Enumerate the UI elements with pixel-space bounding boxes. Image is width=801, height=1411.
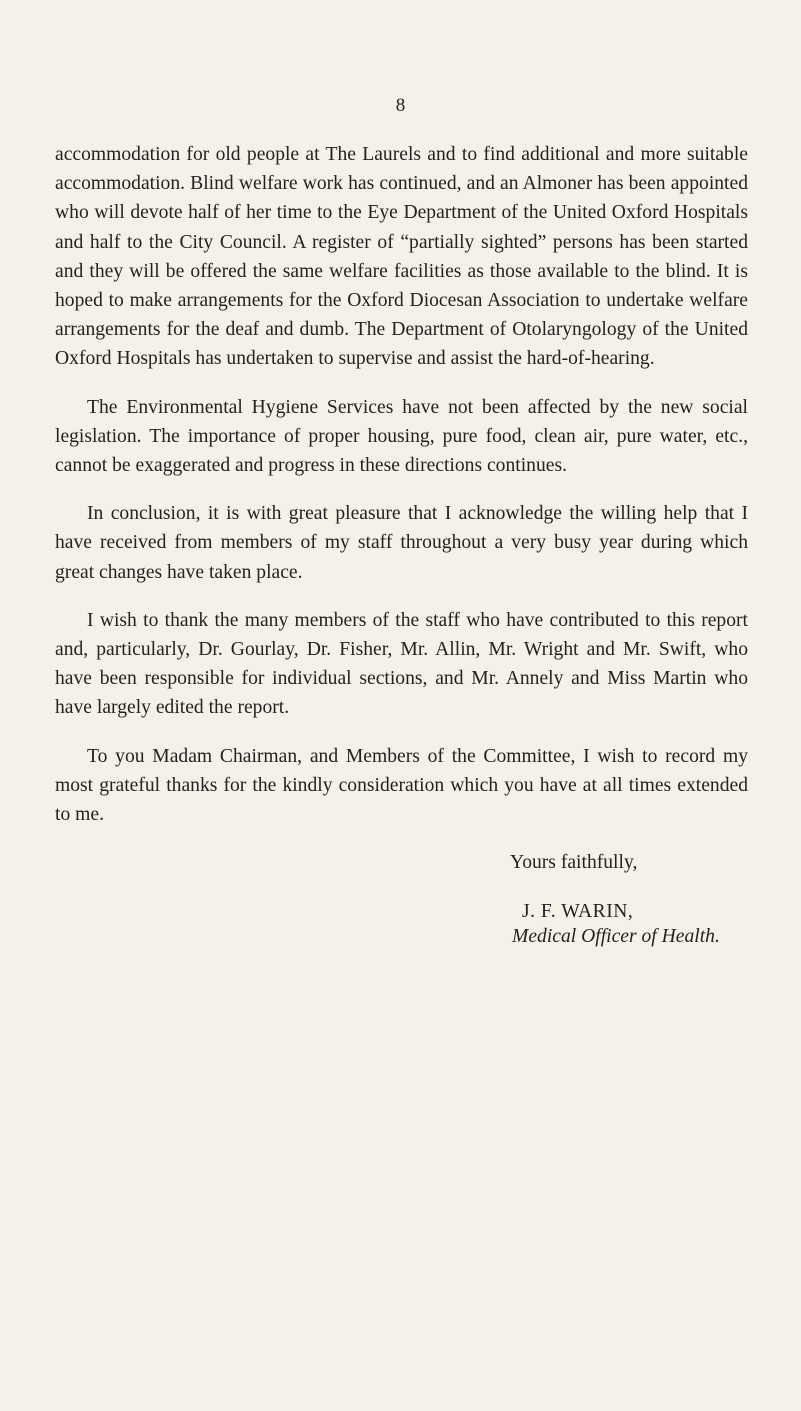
paragraph-welfare-accommodation: accommodation for old people at The Laurels and to find additional and more suitable accommodation. Blind welfare work has continued, and an Almoner has been appointed who will devote half of her time to the Eye Department of the United Oxford Hospitals and half to the City Council. A register of “partially sighted” persons has been started and they will be offered the same welfare facilities as those available to the blind. It is hoped to make arrangements for the Oxford Diocesan Association to undertake welfare arrangements for the deaf and dumb. The Department of Otolaryngology of the United Oxford Hospitals has undertaken to supervise and assist the hard-of-hearing. [55, 144, 748, 370]
paragraph-environmental-hygiene: The Environmental Hygiene Services have not been affected by the new social legislation. The importance of proper housing, pure food, clean air, pure water, etc., cannot be exaggerated and progress in these directions continues. [55, 396, 748, 477]
paragraph-committee-thanks: To you Madam Chairman, and Members of the Committee, I wish to record my most grateful thanks for the kindly consideration which you have at all times extended to me. [55, 745, 748, 826]
signature-block [55, 899, 748, 949]
signatory-title: Medical Officer of Health. [512, 926, 720, 948]
closing-salutation: Yours faithfully, [510, 852, 638, 874]
signatory-name: J. F. WARIN, [522, 901, 634, 923]
page-number: 8 [395, 95, 406, 116]
letter-body [55, 140, 748, 949]
paragraph-conclusion: In conclusion, it is with great pleasure that I acknowledge the willing help that I have received from members of my staff throughout a very busy year during which great changes have taken place. [55, 503, 748, 583]
paragraph-staff-thanks: I wish to thank the many members of the staff who have contributed to this report and, particularly, Dr. Gourlay, Dr. Fisher, Mr. Allin, Mr. Wright and Mr. Swift, who have been responsible for individual sections, and Mr. Annely and Miss Martin who have largely edited the report. [55, 609, 748, 719]
